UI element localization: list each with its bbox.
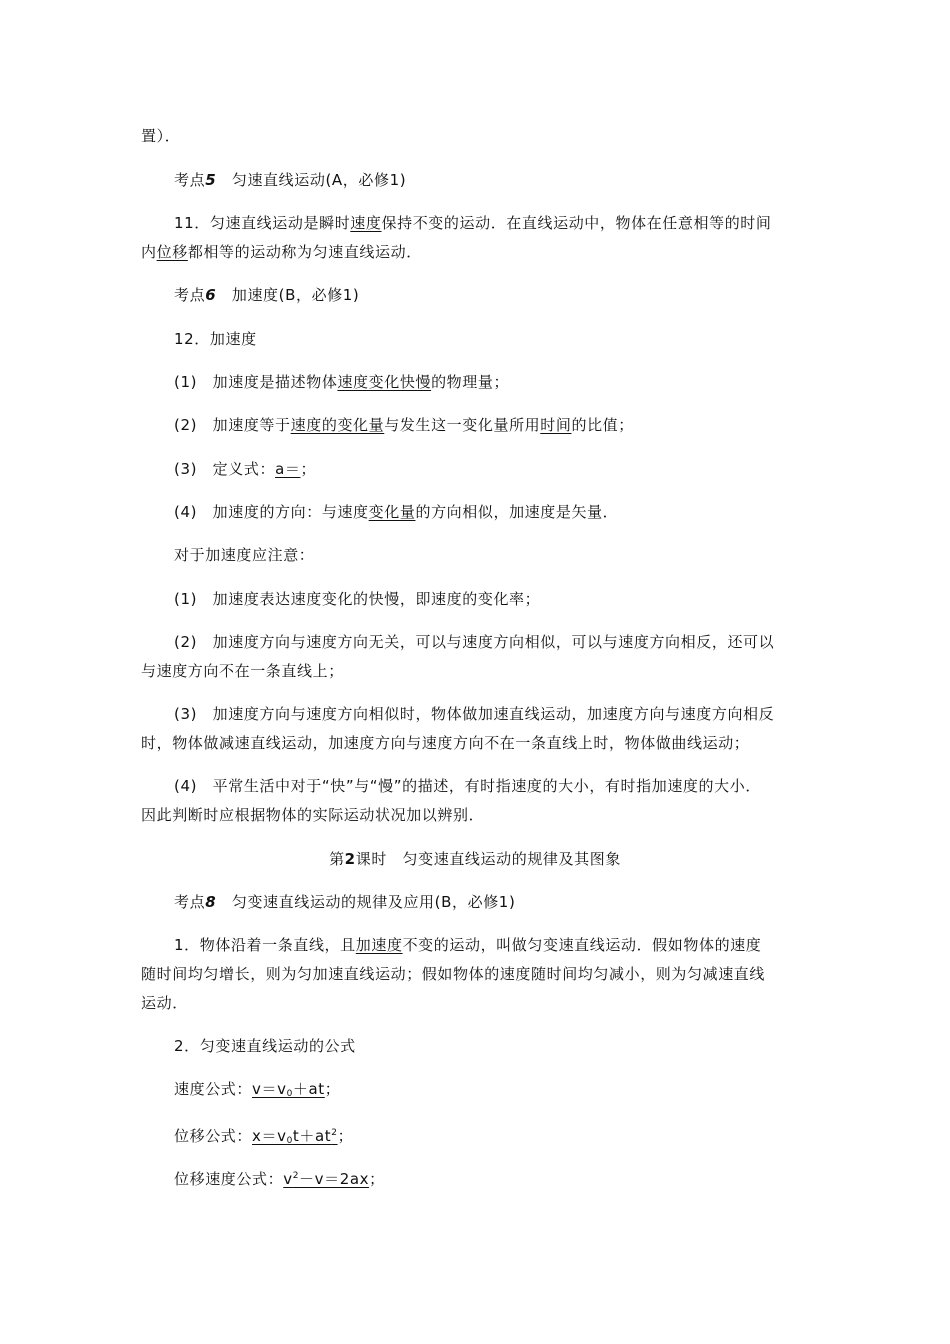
text: 与发生这一变化量所用 bbox=[384, 416, 541, 434]
formula-velocity bbox=[174, 1079, 340, 1104]
underlined-answer: 速度 bbox=[350, 214, 382, 232]
text: 课时 匀变速直线运动的规律及其图象 bbox=[355, 850, 621, 868]
text: ； bbox=[300, 460, 317, 478]
underlined-answer: 位移 bbox=[156, 243, 188, 261]
text: (1) 加速度是描述物体 bbox=[174, 373, 338, 391]
note-3-line-1 bbox=[174, 704, 774, 724]
text: 1．物体沿着一条直线，且 bbox=[174, 936, 356, 954]
underlined-answer: 变化量 bbox=[368, 503, 416, 521]
paragraph-11-line-2 bbox=[141, 242, 422, 262]
subscript: 0 bbox=[286, 1136, 293, 1146]
kaodian-number: 8 bbox=[205, 893, 217, 911]
text: 的比值； bbox=[571, 416, 634, 434]
question-1-line-1 bbox=[174, 935, 761, 955]
note-2-line-2 bbox=[141, 661, 344, 681]
item-3 bbox=[174, 459, 316, 479]
text: (4) 加速度的方向：与速度 bbox=[174, 503, 369, 521]
note-4-line-1 bbox=[174, 776, 761, 796]
section-heading-kaodian-6 bbox=[174, 285, 359, 305]
text: (4) 平常生活中对于“快”与“慢”的描述，有时指速度的大小，有时指加速度的大小． bbox=[174, 777, 761, 795]
underlined-answer: 时间 bbox=[540, 416, 572, 434]
text: 11．匀速直线运动是瞬时 bbox=[174, 214, 351, 232]
text: 位移速度公式： bbox=[174, 1170, 284, 1188]
text: (3) 加速度方向与速度方向相似时，物体做加速直线运动，加速度方向与速度方向相反 bbox=[174, 705, 775, 723]
superscript: 2 bbox=[292, 1171, 300, 1181]
item-2 bbox=[174, 415, 634, 435]
section-heading-kaodian-5 bbox=[174, 170, 406, 190]
text: 对于加速度应注意： bbox=[174, 546, 315, 564]
item-1 bbox=[174, 372, 509, 392]
note-2-line-1 bbox=[174, 632, 774, 652]
text: 速度公式： bbox=[174, 1080, 253, 1098]
text: t＋at bbox=[292, 1127, 332, 1145]
text: 的方向相似，加速度是矢量． bbox=[415, 503, 619, 521]
text: 置）． bbox=[141, 127, 181, 145]
text: 位移公式： bbox=[174, 1127, 253, 1145]
section-heading-kaodian-8 bbox=[174, 892, 515, 912]
paragraph-11-line-1 bbox=[174, 213, 772, 233]
underlined-answer: 速度变化快慢 bbox=[337, 373, 432, 391]
lesson-heading bbox=[0, 849, 950, 869]
text: ＋at bbox=[292, 1080, 325, 1098]
text: 与速度方向不在一条直线上； bbox=[141, 662, 344, 680]
text: ； bbox=[369, 1170, 385, 1188]
text: ； bbox=[337, 1127, 354, 1145]
underlined-answer: a＝ bbox=[275, 460, 301, 478]
formula-underlined bbox=[252, 1127, 338, 1145]
text: 随时间均匀增长，则为匀加速直线运动；假如物体的速度随时间均匀减小，则为匀减速直线 bbox=[141, 965, 766, 983]
continuation-line bbox=[141, 126, 180, 146]
item-4 bbox=[174, 502, 618, 522]
question-1-line-3 bbox=[141, 993, 188, 1013]
text: v bbox=[283, 1170, 293, 1188]
text: 匀变速直线运动的规律及应用(B，必修1) bbox=[216, 893, 516, 911]
kaodian-number: 6 bbox=[205, 286, 217, 304]
text: 匀速直线运动(A，必修1) bbox=[216, 171, 407, 189]
text: 的物理量； bbox=[431, 373, 510, 391]
subscript: 0 bbox=[286, 1089, 293, 1099]
question-1-line-2 bbox=[141, 964, 765, 984]
text: 都相等的运动称为匀速直线运动． bbox=[187, 243, 422, 261]
text: ； bbox=[324, 1080, 341, 1098]
underlined-answer: 速度的变化量 bbox=[290, 416, 385, 434]
paragraph-12 bbox=[174, 329, 257, 349]
text: 保持不变的运动．在直线运动中，物体在任意相等的时间 bbox=[381, 214, 772, 232]
underlined-answer: 加速度 bbox=[355, 936, 403, 954]
formula-underlined bbox=[252, 1080, 325, 1098]
text: (1) 加速度表达速度变化的快慢，即速度的变化率； bbox=[174, 590, 541, 608]
note-4-line-2 bbox=[141, 805, 484, 825]
formula-underlined bbox=[283, 1170, 369, 1188]
text: －v＝2ax bbox=[299, 1170, 370, 1188]
question-2 bbox=[174, 1036, 356, 1056]
lesson-number: 2 bbox=[344, 850, 356, 868]
note-1 bbox=[174, 589, 540, 609]
superscript: 2 bbox=[331, 1128, 338, 1138]
text: (2) 加速度等于 bbox=[174, 416, 291, 434]
text: 内 bbox=[141, 243, 157, 261]
formula-displacement-velocity bbox=[174, 1166, 385, 1189]
note-heading bbox=[174, 545, 314, 565]
text: 时，物体做减速直线运动，加速度方向与速度方向不在一条直线上时，物体做曲线运动； bbox=[141, 734, 750, 752]
text: 考点 bbox=[174, 286, 206, 304]
text: 第 bbox=[329, 850, 345, 868]
text: 考点 bbox=[174, 893, 206, 911]
text: 因此判断时应根据物体的实际运动状况加以辨别． bbox=[141, 806, 485, 824]
text: v＝v bbox=[252, 1080, 287, 1098]
note-3-line-2 bbox=[141, 733, 749, 753]
text: 2．匀变速直线运动的公式 bbox=[174, 1037, 356, 1055]
text: 12．加速度 bbox=[174, 330, 257, 348]
text: x＝v bbox=[252, 1127, 287, 1145]
text: 考点 bbox=[174, 171, 206, 189]
text: 运动． bbox=[141, 994, 188, 1012]
formula-displacement bbox=[174, 1123, 353, 1151]
text: (2) 加速度方向与速度方向无关，可以与速度方向相似，可以与速度方向相反，还可以 bbox=[174, 633, 775, 651]
text: 加速度(B，必修1) bbox=[216, 286, 360, 304]
text: (3) 定义式： bbox=[174, 460, 276, 478]
kaodian-number: 5 bbox=[205, 171, 217, 189]
text: 不变的运动，叫做匀变速直线运动．假如物体的速度 bbox=[402, 936, 762, 954]
